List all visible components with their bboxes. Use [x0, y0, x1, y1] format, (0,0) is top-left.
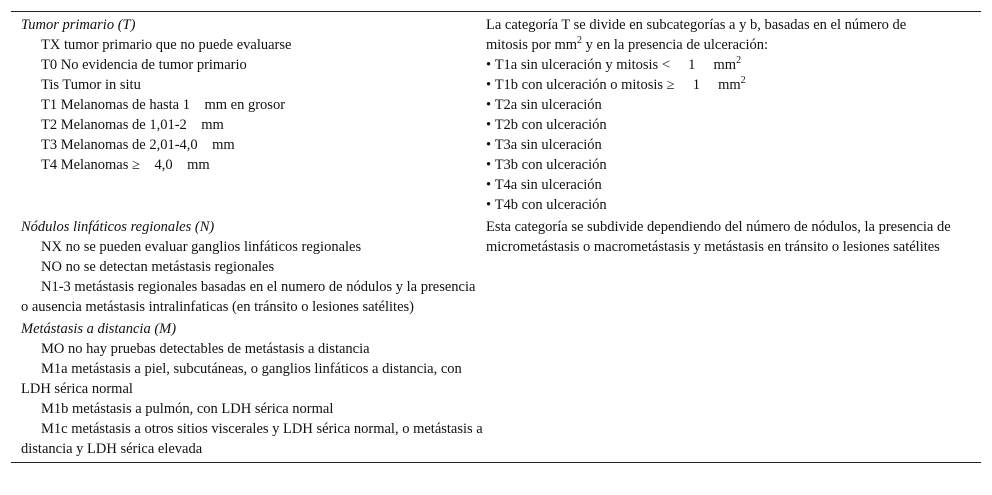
meta-item-m1c [21, 419, 486, 462]
tumor-desc-line2-pre: mitosis por mm [486, 37, 578, 53]
tumor-item-tis: Tis Tumor in situ [41, 77, 141, 93]
tumor-desc-line2 [486, 35, 981, 55]
nodes-item-n13 [21, 277, 486, 317]
nodes-item-nx: NX no se pueden evaluar ganglios linfáticos regionales [41, 239, 362, 255]
tumor-right-cell [486, 15, 981, 215]
nodes-right-cell [486, 217, 981, 317]
tumor-bullet-t1a-sup: 2 [736, 55, 742, 66]
tumor-bullet-t1b-sup: 2 [740, 75, 746, 86]
tumor-item-t0: T0 No evidencia de tumor primario [41, 57, 247, 73]
tumor-desc-line2-post: y en la presencia de ulceración: [582, 37, 769, 53]
tumor-desc-sup: 2 [577, 35, 583, 46]
tumor-left-cell [11, 15, 486, 215]
nodes-header: Nódulos linfáticos regionales (N) [21, 219, 215, 235]
nodes-left-cell [11, 217, 486, 317]
nodes-desc: Esta categoría se subdivide dependiendo del número de nódulos, la presencia de micrometástasis o macrometástasis y metástasis en tránsito o lesiones satélites [486, 219, 951, 255]
meta-left-cell [11, 319, 486, 462]
tumor-item-t4: T4 Melanomas ≥ 4,0 mm [41, 157, 210, 173]
meta-row [11, 319, 981, 462]
tumor-bullet-t1b [486, 75, 981, 95]
meta-item-m1c-text: M1c metástasis a otros sitios viscerales y LDH sérica normal, o metástasis a distancia y LDH sérica elevada [21, 421, 483, 457]
tumor-bullet-t3a: • T3a sin ulceración [486, 135, 981, 155]
tumor-bullet-t2b: • T2b con ulceración [486, 115, 981, 135]
tumor-bullet-t4a: • T4a sin ulceración [486, 175, 981, 195]
tumor-item-tx: TX tumor primario que no puede evaluarse [41, 37, 292, 53]
meta-item-m1b: M1b metástasis a pulmón, con LDH sérica normal [41, 401, 334, 417]
meta-item-mo: MO no hay pruebas detectables de metástasis a distancia [41, 341, 370, 357]
nodes-item-n13-text: N1-3 metástasis regionales basadas en el numero de nódulos y la presencia o ausencia metástasis intralinfaticas (en tránsito o lesiones satélites) [21, 279, 476, 315]
meta-item-m1a [21, 359, 486, 399]
tumor-row [11, 12, 981, 215]
tumor-desc-line1: La categoría T se divide en subcategorías a y b, basadas en el número de [486, 17, 907, 33]
tumor-item-t2: T2 Melanomas de 1,01-2 mm [41, 117, 224, 133]
meta-header: Metástasis a distancia (M) [21, 321, 177, 337]
tumor-bullet-t4b: • T4b con ulceración [486, 195, 981, 215]
tumor-header: Tumor primario (T) [21, 17, 136, 33]
meta-right-cell [486, 319, 981, 462]
nodes-row [11, 217, 981, 317]
tumor-item-t1: T1 Melanomas de hasta 1 mm en grosor [41, 97, 286, 113]
tumor-bullet-t1a-text: T1a sin ulceración y mitosis < 1 mm [494, 57, 737, 73]
tumor-bullet-t2a: • T2a sin ulceración [486, 95, 981, 115]
staging-table [11, 11, 981, 463]
tumor-bullet-t3b: • T3b con ulceración [486, 155, 981, 175]
tumor-bullet-t1a [486, 55, 981, 75]
meta-item-m1a-text: M1a metástasis a piel, subcutáneas, o ganglios linfáticos a distancia, con LDH sérica normal [21, 361, 462, 397]
tumor-bullet-t1b-text: T1b con ulceración o mitosis ≥ 1 mm [494, 77, 741, 93]
nodes-item-no: NO no se detectan metástasis regionales [41, 259, 275, 275]
tumor-item-t3: T3 Melanomas de 2,01-4,0 mm [41, 137, 235, 153]
